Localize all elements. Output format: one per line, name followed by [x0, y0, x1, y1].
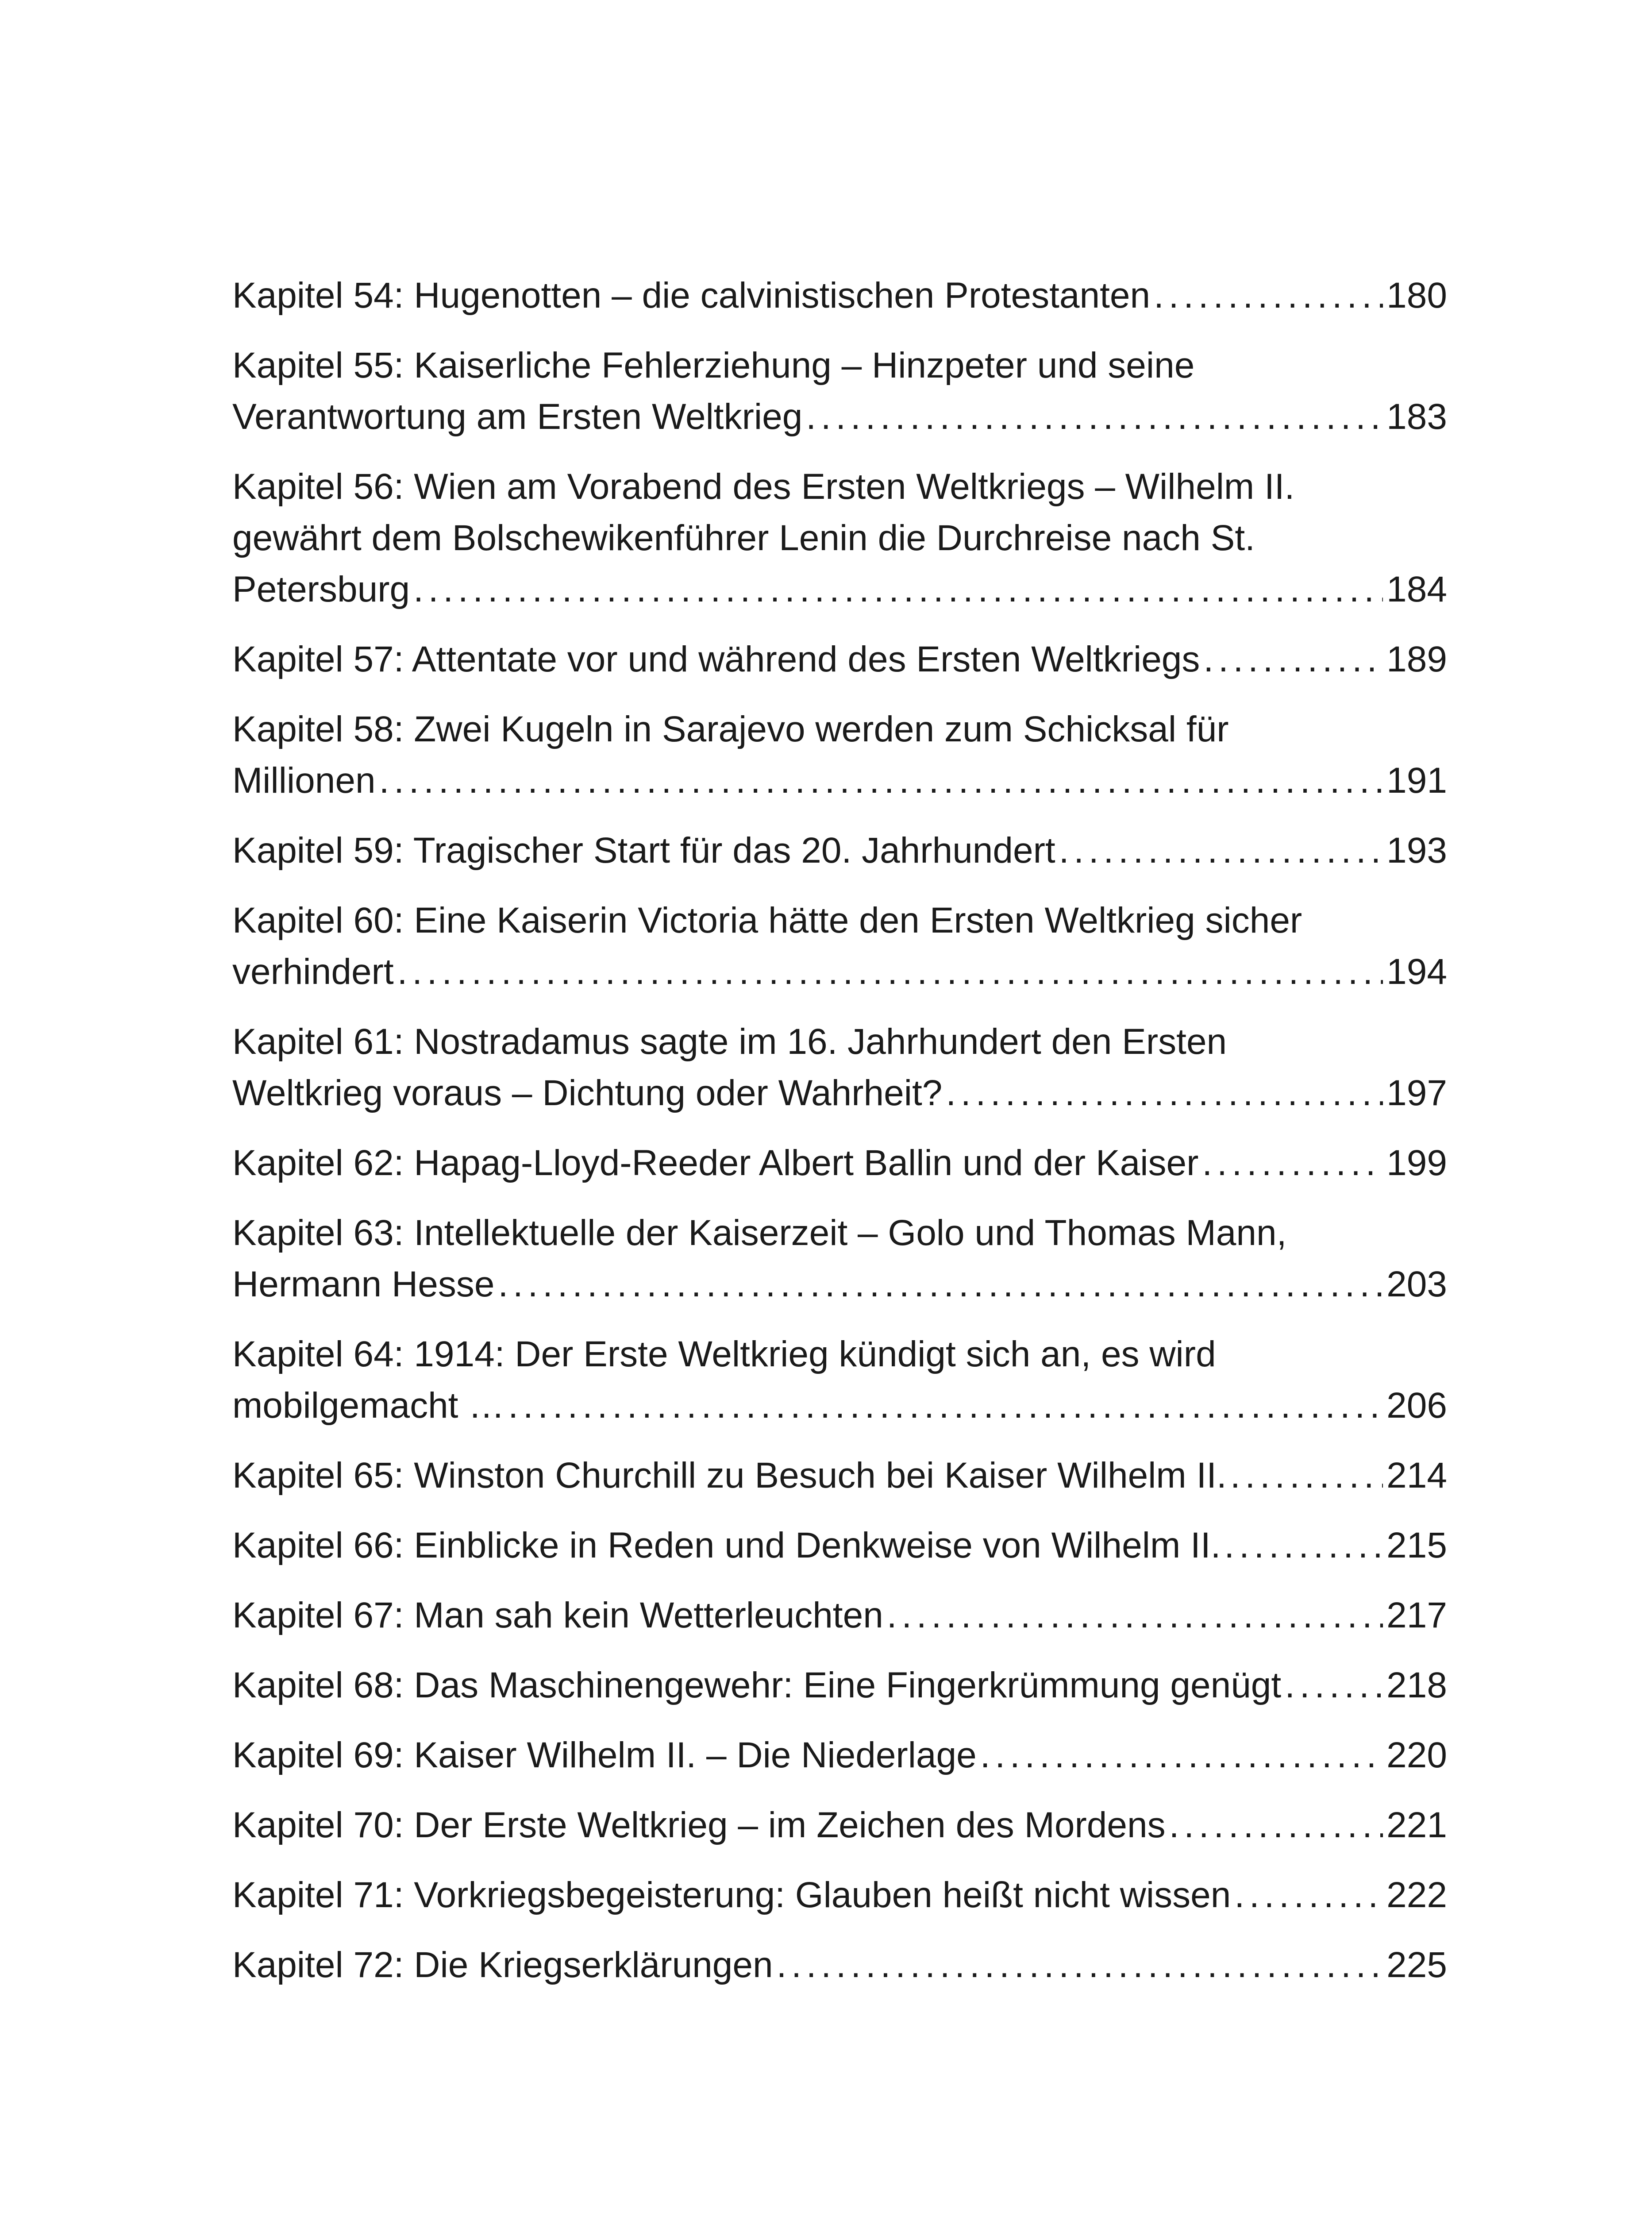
toc-entry-last-line: [232, 1730, 1447, 1781]
toc-entry[interactable]: [232, 1870, 1447, 1921]
dot-leader: [1169, 1800, 1383, 1851]
page-number: 214: [1386, 1455, 1447, 1496]
toc-entry-title-line: Kapitel 64: 1914: Der Erste Weltkrieg kündigt sich an, es wird: [232, 1334, 1216, 1374]
page-number: 193: [1386, 830, 1447, 871]
toc-entry[interactable]: [232, 1939, 1447, 1991]
toc-entry-last-line: [232, 1870, 1447, 1921]
toc-entry-title-line: Petersburg: [232, 569, 410, 609]
table-of-contents: [232, 270, 1447, 2009]
toc-entry-title-line: gewährt dem Bolschewikenführer Lenin die Durchreise nach St.: [232, 518, 1255, 558]
toc-entry-title-line: Kapitel 72: Die Kriegserklärungen: [232, 1945, 773, 1985]
toc-entry[interactable]: [232, 461, 1447, 615]
page-number: 222: [1386, 1875, 1447, 1915]
toc-entry-last-line: [232, 1939, 1447, 1991]
toc-entry-last-line: [232, 755, 1447, 806]
toc-entry-title-line: Kapitel 66: Einblicke in Reden und Denkweise von Wilhelm II.: [232, 1525, 1221, 1565]
toc-entry-last-line: [232, 1137, 1447, 1189]
toc-entry-title-line: mobilgemacht …: [232, 1385, 505, 1426]
toc-entry-title-line: verhindert: [232, 952, 394, 992]
dot-leader: [1202, 1137, 1383, 1189]
toc-entry-title-line: Kapitel 62: Hapag-Lloyd-Reeder Albert Ballin und der Kaiser: [232, 1143, 1199, 1183]
dot-leader: [1059, 825, 1383, 876]
dot-leader: [980, 1730, 1383, 1781]
page-number: 197: [1386, 1073, 1447, 1113]
toc-entry-title-line: Kapitel 69: Kaiser Wilhelm II. – Die Niederlage: [232, 1735, 977, 1775]
toc-entry[interactable]: [232, 340, 1447, 443]
toc-entry-title-line: Weltkrieg voraus – Dichtung oder Wahrheit?: [232, 1073, 943, 1113]
toc-entry-title-line: Kapitel 57: Attentate vor und während des Ersten Weltkriegs: [232, 639, 1200, 679]
dot-leader: [1224, 1520, 1383, 1571]
toc-entry-title-line: Kapitel 58: Zwei Kugeln in Sarajevo werden zum Schicksal für: [232, 709, 1229, 749]
toc-entry[interactable]: [232, 1450, 1447, 1501]
toc-entry-title-line: Kapitel 54: Hugenotten – die calvinistischen Protestanten: [232, 275, 1151, 316]
toc-entry-last-line: [232, 634, 1447, 685]
toc-entry[interactable]: [232, 1520, 1447, 1571]
page-number: 180: [1386, 275, 1447, 316]
toc-entry-last-line: [232, 1380, 1447, 1431]
toc-entry[interactable]: [232, 1329, 1447, 1431]
toc-entry-last-line: [232, 825, 1447, 876]
toc-entry-title-line: Kapitel 60: Eine Kaiserin Victoria hätte den Ersten Weltkrieg sicher: [232, 900, 1302, 941]
dot-leader: [508, 1380, 1383, 1431]
page-number: 225: [1386, 1945, 1447, 1985]
toc-entry-title-line: Kapitel 55: Kaiserliche Fehlerziehung – Hinzpeter und seine: [232, 345, 1195, 386]
page-number: 203: [1386, 1264, 1447, 1304]
page-number: 194: [1386, 952, 1447, 992]
toc-entry-last-line: [232, 270, 1447, 321]
toc-entry[interactable]: [232, 1137, 1447, 1189]
toc-entry-last-line: [232, 391, 1447, 443]
dot-leader: [1234, 1870, 1383, 1921]
toc-entry-last-line: [232, 946, 1447, 998]
dot-leader: [1154, 270, 1383, 321]
dot-leader: [806, 391, 1383, 443]
page-number: 218: [1386, 1665, 1447, 1705]
dot-leader: [1203, 634, 1383, 685]
dot-leader: [946, 1068, 1383, 1119]
toc-entry-title-line: Kapitel 71: Vorkriegsbegeisterung: Glauben heißt nicht wissen: [232, 1875, 1231, 1915]
toc-entry-last-line: [232, 1450, 1447, 1501]
toc-entry-title-line: Kapitel 63: Intellektuelle der Kaiserzeit – Golo und Thomas Mann,: [232, 1213, 1287, 1253]
toc-entry[interactable]: [232, 1207, 1447, 1310]
toc-entry[interactable]: [232, 1730, 1447, 1781]
toc-entry[interactable]: [232, 895, 1447, 998]
page-number: 220: [1386, 1735, 1447, 1775]
toc-entry-title-line: Kapitel 61: Nostradamus sagte im 16. Jahrhundert den Ersten: [232, 1022, 1227, 1062]
toc-entry[interactable]: [232, 825, 1447, 876]
toc-entry-title-line: Kapitel 70: Der Erste Weltkrieg – im Zeichen des Mordens: [232, 1805, 1166, 1845]
toc-entry[interactable]: [232, 1590, 1447, 1641]
toc-entry[interactable]: [232, 1660, 1447, 1711]
page-number: 221: [1386, 1805, 1447, 1845]
dot-leader: [413, 564, 1383, 615]
dot-leader: [498, 1259, 1383, 1310]
page-number: 191: [1386, 760, 1447, 801]
page-number: 215: [1386, 1525, 1447, 1565]
dot-leader: [1285, 1660, 1383, 1711]
toc-entry-last-line: [232, 1520, 1447, 1571]
dot-leader: [1230, 1450, 1383, 1501]
toc-entry[interactable]: [232, 1800, 1447, 1851]
page-number: 199: [1386, 1143, 1447, 1183]
page-number: 183: [1386, 397, 1447, 437]
toc-entry-last-line: [232, 1590, 1447, 1641]
toc-entry-last-line: [232, 564, 1447, 615]
toc-entry-title-line: Kapitel 59: Tragischer Start für das 20. Jahrhundert: [232, 830, 1055, 871]
toc-entry-title-line: Hermann Hesse: [232, 1264, 495, 1304]
page-number: 184: [1386, 569, 1447, 609]
dot-leader: [887, 1590, 1383, 1641]
dot-leader: [379, 755, 1383, 806]
toc-entry-title-line: Kapitel 65: Winston Churchill zu Besuch bei Kaiser Wilhelm II.: [232, 1455, 1227, 1496]
toc-entry[interactable]: [232, 704, 1447, 806]
toc-entry[interactable]: [232, 1016, 1447, 1119]
dot-leader: [777, 1939, 1383, 1991]
toc-entry-title-line: Kapitel 56: Wien am Vorabend des Ersten Weltkriegs – Wilhelm II.: [232, 467, 1295, 507]
toc-entry-title-line: Verantwortung am Ersten Weltkrieg: [232, 397, 803, 437]
toc-entry-title-line: Millionen: [232, 760, 376, 801]
toc-entry-last-line: [232, 1068, 1447, 1119]
toc-entry[interactable]: [232, 634, 1447, 685]
page-number: 206: [1386, 1385, 1447, 1426]
toc-entry-title-line: Kapitel 67: Man sah kein Wetterleuchten: [232, 1595, 883, 1635]
toc-entry[interactable]: [232, 270, 1447, 321]
dot-leader: [397, 946, 1383, 998]
toc-entry-last-line: [232, 1800, 1447, 1851]
toc-entry-last-line: [232, 1660, 1447, 1711]
page-number: 189: [1386, 639, 1447, 679]
page-number: 217: [1386, 1595, 1447, 1635]
toc-entry-last-line: [232, 1259, 1447, 1310]
toc-entry-title-line: Kapitel 68: Das Maschinengewehr: Eine Fingerkrümmung genügt: [232, 1665, 1282, 1705]
